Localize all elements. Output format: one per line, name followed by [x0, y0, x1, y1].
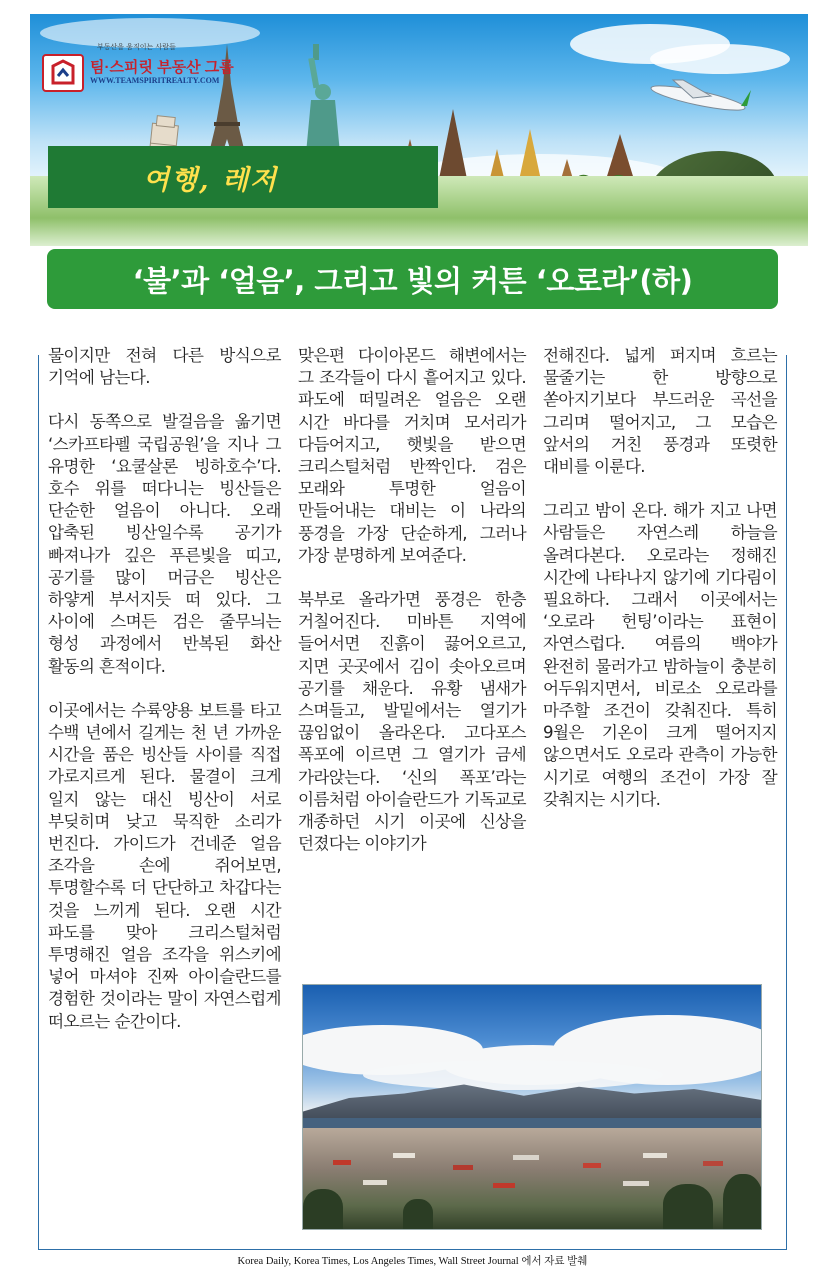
logo-tagline: 부동산을 움직이는 사람들	[97, 43, 176, 51]
paragraph: 물이지만 전혀 다른 방식으로 기억에 남는다.	[48, 346, 281, 388]
article-title: ‘불’과 ‘얼음’, 그리고 빛의 커튼 ‘오로라’(하)	[132, 263, 693, 298]
article-column-3	[543, 345, 777, 833]
section-label: 여행, 레저	[143, 164, 279, 196]
airplane-icon	[643, 76, 753, 116]
frame-right-border	[786, 355, 787, 1250]
header-banner	[30, 14, 808, 246]
article-column-1	[48, 345, 281, 1055]
company-url: WWW.TEAMSPIRITREALTY.COM	[90, 76, 220, 85]
company-name: 팀·스피릿 부동산 그룹	[90, 59, 234, 76]
frame-bottom-border	[38, 1249, 787, 1250]
paragraph: 맞은편 다이아몬드 해변에서는 그 조각들이 다시 흩어지고 있다. 파도에 떠밀려온 얼음은 오랜 시간 바다를 거치며 모서리가 다듬어지고, 햇빛을 받으면 크리스털처럼 반짝인다. 검은 모래와 투명한 얼음이 만들어내는 대비는 이 나라의 풍경을 가장 단순하게, 그러나 가장 분명하게 보여준다.	[298, 346, 526, 565]
city-photo	[302, 984, 762, 1230]
frame-left-border	[38, 355, 39, 1250]
logo-mark-icon	[42, 54, 84, 92]
company-logo	[42, 42, 234, 102]
paragraph: 전해진다. 넓게 퍼지며 흐르는 물줄기는 한 방향으로 쏟아지기보다 부드러운 곡선을 그리며 떨어지고, 그 모습은 앞서의 거친 풍경과 또렷한 대비를 이룬다.	[543, 346, 777, 477]
paragraph: 그리고 밤이 온다. 해가 지고 나면 사람들은 자연스레 하늘을 올려다본다. 오로라는 정해진 시간에 나타나지 않기에 기다림이 필요하다. 그래서 이곳에서는 ‘오로라 헌팅’이라는 표현이 자연스럽다. 여름의 백야가 완전히 물러가고 밤하늘이 충분히 어두워지면서, 비로소 오로라를 마주할 조건이 갖춰진다. 특히 9월은 기온이 크게 떨어지지 않으면서도 오로라 관측이 가능한 시기로 여행의 조건이 가장 잘 갖춰지는 시기다.	[543, 501, 777, 809]
title-bar	[47, 249, 778, 309]
article-column-2	[298, 345, 526, 877]
paragraph: 다시 동쪽으로 발걸음을 옮기면 ‘스카프타펠 국립공원’을 지나 그 유명한 ‘요쿨살론 빙하호수’다. 호수 위를 떠다니는 빙산들은 단순한 얼음이 아니다. 오래 압축된 빙산일수록 공기가 빠져나가 깊은 푸른빛을 띠고, 공기를 많이 머금은 빙산은 하얗게 부서지듯 떠 있다. 그 사이에 스며든 검은 줄무늬는 형성 과정에서 반복된 화산 활동의 흔적이다.	[48, 412, 281, 676]
source-footer: Korea Daily, Korea Times, Los Angeles Times, Wall Street Journal 에서 자료 발췌	[237, 1256, 588, 1267]
paragraph: 이곳에서는 수륙양용 보트를 타고 수백 년에서 길게는 천 년 가까운 시간을 품은 빙산들 사이를 직접 가로지르게 된다. 물결이 크게 일지 않는 대신 빙산이 서로 부딪히며 낮고 묵직한 소리가 번진다. 가이드가 건네준 얼음 조각을 손에 쥐어보면, 투명할수록 더 단단하고 차갑다는 것을 느끼게 된다. 오랜 시간 파도를 맞아 크리스털처럼 투명해진 얼음 조각을 위스키에 넣어 마셔야 진짜 아이슬란드를 경험한 것이라는 말이 자연스럽게 떠오르는 순간이다.	[48, 700, 281, 1031]
paragraph: 북부로 올라가면 풍경은 한층 거칠어진다. 미바튼 지역에 들어서면 진흙이 끓어오르고, 지면 곳곳에서 김이 솟아오르며 공기를 채운다. 유황 냄새가 스며들고, 발밑에서는 열기가 끊임없이 올라온다. 고다포스 폭포에 이르면 그 열기가 금세 가라앉는다. ‘신의 폭포’라는 이름처럼 아이슬란드가 기독교로 개종하던 시기 이곳에 신상을 던졌다는 이야기가	[298, 590, 526, 854]
section-tag	[48, 146, 438, 208]
